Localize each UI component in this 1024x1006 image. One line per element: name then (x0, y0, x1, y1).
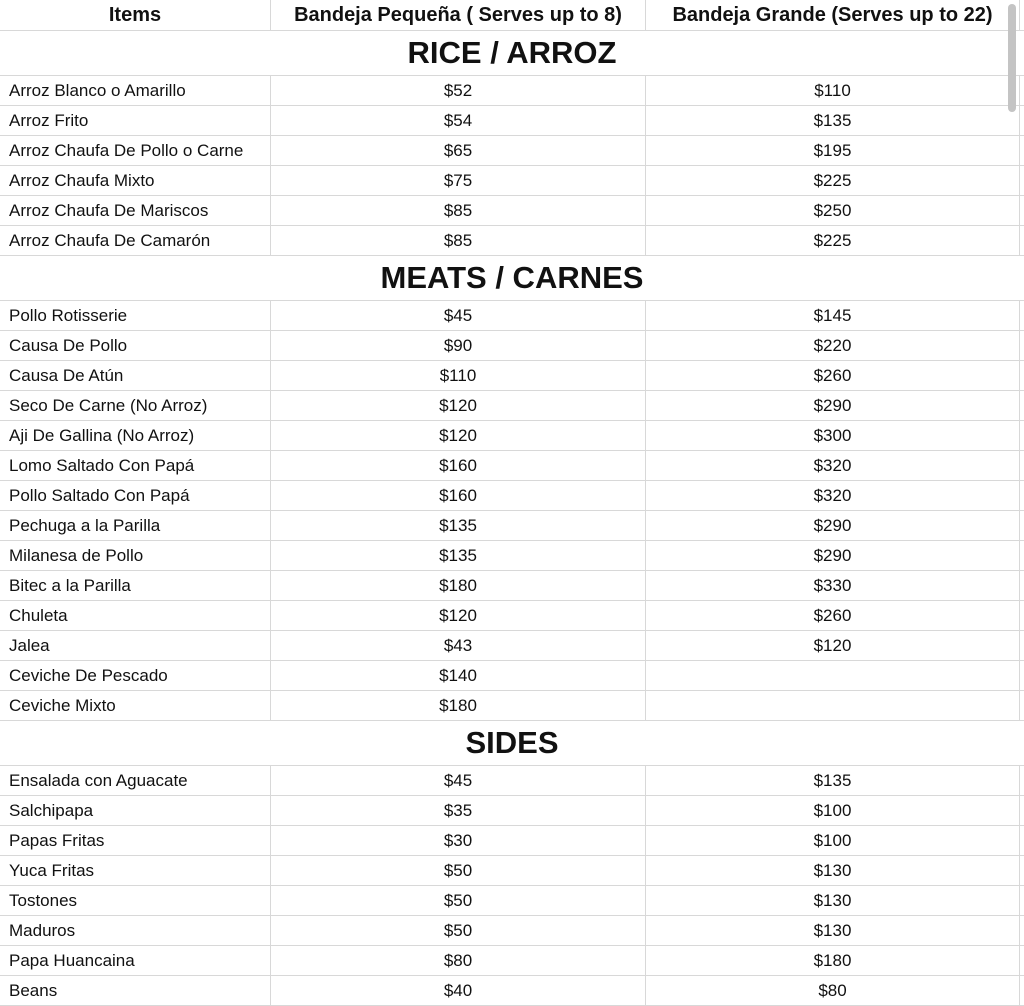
large-tray-price-cell[interactable] (646, 691, 1020, 720)
item-name-cell[interactable]: Maduros (0, 916, 271, 945)
large-tray-price-cell[interactable]: $180 (646, 946, 1020, 975)
large-tray-price-cell[interactable]: $135 (646, 766, 1020, 795)
section-title[interactable]: RICE / ARROZ (407, 35, 617, 70)
small-tray-price-cell[interactable]: $135 (271, 511, 646, 540)
item-name-cell[interactable]: Ceviche Mixto (0, 691, 271, 720)
large-tray-price-cell[interactable]: $220 (646, 331, 1020, 360)
header-row (0, 0, 1024, 31)
table-row (0, 856, 1024, 886)
vertical-scrollbar[interactable] (1008, 4, 1016, 112)
table-row (0, 481, 1024, 511)
table-row (0, 661, 1024, 691)
large-tray-price-cell[interactable]: $130 (646, 916, 1020, 945)
large-tray-price-cell[interactable]: $120 (646, 631, 1020, 660)
table-row (0, 946, 1024, 976)
large-tray-price-cell[interactable]: $290 (646, 541, 1020, 570)
item-name-cell[interactable]: Lomo Saltado Con Papá (0, 451, 271, 480)
table-row (0, 136, 1024, 166)
item-name-cell[interactable]: Tostones (0, 886, 271, 915)
small-tray-price-cell[interactable]: $35 (271, 796, 646, 825)
table-row (0, 691, 1024, 721)
item-name-cell[interactable]: Beans (0, 976, 271, 1005)
large-tray-price-cell[interactable]: $290 (646, 391, 1020, 420)
item-name-cell[interactable]: Arroz Chaufa De Camarón (0, 226, 271, 255)
table-row (0, 571, 1024, 601)
small-tray-price-cell[interactable]: $54 (271, 106, 646, 135)
item-name-cell[interactable]: Ensalada con Aguacate (0, 766, 271, 795)
item-name-cell[interactable]: Causa De Pollo (0, 331, 271, 360)
large-tray-price-cell[interactable]: $300 (646, 421, 1020, 450)
small-tray-price-cell[interactable]: $120 (271, 421, 646, 450)
small-tray-price-cell[interactable]: $52 (271, 76, 646, 105)
large-tray-price-cell[interactable]: $135 (646, 106, 1020, 135)
table-row (0, 106, 1024, 136)
small-tray-price-cell[interactable]: $43 (271, 631, 646, 660)
large-tray-price-cell[interactable]: $225 (646, 226, 1020, 255)
small-tray-price-cell[interactable]: $180 (271, 691, 646, 720)
section-header-row (0, 31, 1024, 76)
large-tray-price-cell[interactable]: $320 (646, 451, 1020, 480)
small-tray-price-cell[interactable]: $45 (271, 301, 646, 330)
table-row (0, 916, 1024, 946)
small-tray-price-cell[interactable]: $140 (271, 661, 646, 690)
small-tray-price-cell[interactable]: $160 (271, 451, 646, 480)
large-tray-price-cell[interactable]: $250 (646, 196, 1020, 225)
small-tray-price-cell[interactable]: $40 (271, 976, 646, 1005)
table-row (0, 886, 1024, 916)
section-title[interactable]: MEATS / CARNES (380, 260, 644, 295)
table-row (0, 391, 1024, 421)
large-tray-price-cell[interactable]: $110 (646, 76, 1020, 105)
large-tray-price-cell[interactable]: $145 (646, 301, 1020, 330)
table-row (0, 76, 1024, 106)
item-name-cell[interactable]: Arroz Chaufa De Pollo o Carne (0, 136, 271, 165)
small-tray-price-cell[interactable]: $120 (271, 601, 646, 630)
item-name-cell[interactable]: Arroz Frito (0, 106, 271, 135)
large-tray-price-cell[interactable]: $130 (646, 856, 1020, 885)
large-tray-price-cell[interactable]: $290 (646, 511, 1020, 540)
large-tray-price-cell[interactable]: $195 (646, 136, 1020, 165)
item-name-cell[interactable]: Chuleta (0, 601, 271, 630)
table-row (0, 361, 1024, 391)
small-tray-price-cell[interactable]: $50 (271, 886, 646, 915)
small-tray-price-cell[interactable]: $30 (271, 826, 646, 855)
small-tray-price-cell[interactable]: $45 (271, 766, 646, 795)
item-name-cell[interactable]: Jalea (0, 631, 271, 660)
table-row (0, 826, 1024, 856)
item-name-cell[interactable]: Arroz Chaufa De Mariscos (0, 196, 271, 225)
item-name-cell[interactable]: Milanesa de Pollo (0, 541, 271, 570)
item-name-cell[interactable]: Seco De Carne (No Arroz) (0, 391, 271, 420)
small-tray-price-cell[interactable]: $135 (271, 541, 646, 570)
section-header-row (0, 721, 1024, 766)
large-tray-price-cell[interactable]: $130 (646, 886, 1020, 915)
small-tray-price-cell[interactable]: $160 (271, 481, 646, 510)
table-row (0, 511, 1024, 541)
item-name-cell[interactable]: Papa Huancaina (0, 946, 271, 975)
large-tray-price-cell[interactable]: $260 (646, 601, 1020, 630)
table-row (0, 166, 1024, 196)
small-tray-price-cell[interactable]: $85 (271, 226, 646, 255)
item-name-cell[interactable]: Pollo Saltado Con Papá (0, 481, 271, 510)
large-tray-price-cell[interactable] (646, 661, 1020, 690)
table-row (0, 301, 1024, 331)
column-header-small-tray[interactable]: Bandeja Pequeña ( Serves up to 8) (271, 0, 646, 30)
table-row (0, 631, 1024, 661)
column-header-large-tray[interactable]: Bandeja Grande (Serves up to 22) (646, 0, 1020, 30)
table-body (0, 31, 1024, 1006)
item-name-cell[interactable]: Yuca Fritas (0, 856, 271, 885)
item-name-cell[interactable]: Ceviche De Pescado (0, 661, 271, 690)
small-tray-price-cell[interactable]: $50 (271, 856, 646, 885)
small-tray-price-cell[interactable]: $110 (271, 361, 646, 390)
table-row (0, 331, 1024, 361)
large-tray-price-cell[interactable]: $100 (646, 796, 1020, 825)
item-name-cell[interactable]: Bitec a la Parilla (0, 571, 271, 600)
table-row (0, 541, 1024, 571)
table-row (0, 976, 1024, 1006)
small-tray-price-cell[interactable]: $180 (271, 571, 646, 600)
small-tray-price-cell[interactable]: $75 (271, 166, 646, 195)
large-tray-price-cell[interactable]: $330 (646, 571, 1020, 600)
item-name-cell[interactable]: Arroz Blanco o Amarillo (0, 76, 271, 105)
small-tray-price-cell[interactable]: $120 (271, 391, 646, 420)
table-row (0, 421, 1024, 451)
small-tray-price-cell[interactable]: $65 (271, 136, 646, 165)
item-name-cell[interactable]: Pechuga a la Parilla (0, 511, 271, 540)
item-name-cell[interactable]: Pollo Rotisserie (0, 301, 271, 330)
large-tray-price-cell[interactable]: $260 (646, 361, 1020, 390)
small-tray-price-cell[interactable]: $50 (271, 916, 646, 945)
large-tray-price-cell[interactable]: $80 (646, 976, 1020, 1005)
large-tray-price-cell[interactable]: $100 (646, 826, 1020, 855)
item-name-cell[interactable]: Salchipapa (0, 796, 271, 825)
section-header-row (0, 256, 1024, 301)
item-name-cell[interactable]: Aji De Gallina (No Arroz) (0, 421, 271, 450)
table-row (0, 766, 1024, 796)
item-name-cell[interactable]: Arroz Chaufa Mixto (0, 166, 271, 195)
table-row (0, 796, 1024, 826)
small-tray-price-cell[interactable]: $85 (271, 196, 646, 225)
item-name-cell[interactable]: Causa De Atún (0, 361, 271, 390)
small-tray-price-cell[interactable]: $90 (271, 331, 646, 360)
large-tray-price-cell[interactable]: $225 (646, 166, 1020, 195)
table-row (0, 451, 1024, 481)
table-row (0, 601, 1024, 631)
section-title[interactable]: SIDES (465, 725, 559, 760)
large-tray-price-cell[interactable]: $320 (646, 481, 1020, 510)
column-header-items[interactable]: Items (0, 0, 271, 30)
table-row (0, 196, 1024, 226)
table-row (0, 226, 1024, 256)
small-tray-price-cell[interactable]: $80 (271, 946, 646, 975)
item-name-cell[interactable]: Papas Fritas (0, 826, 271, 855)
